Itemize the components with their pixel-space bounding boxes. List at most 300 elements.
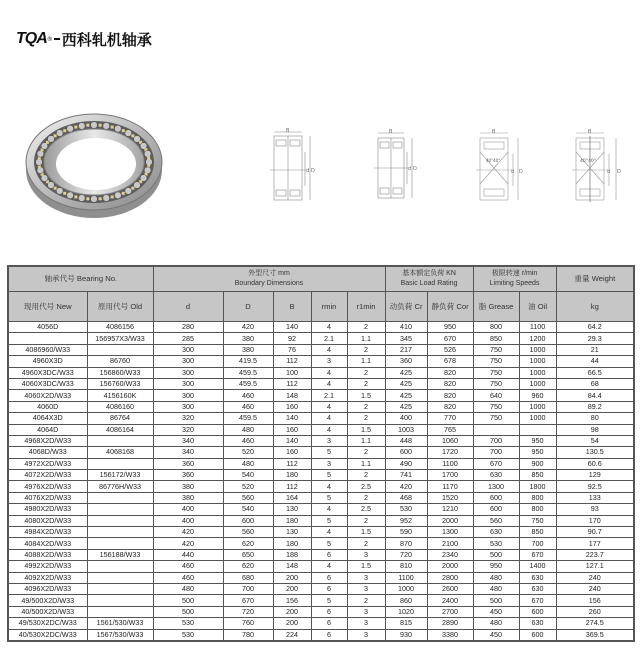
cell-old-code [87,606,153,617]
cell-B: 160 [273,401,311,412]
cell-kg: 240 [556,572,634,583]
cell-rmin: 3 [311,435,347,446]
bearing-ball [67,192,74,199]
cell-B: 76 [273,344,311,355]
cell-D: 419.5 [223,356,273,367]
cell-rmin: 3 [311,458,347,469]
cell-old-code [87,561,153,572]
cage-pocket [131,187,134,190]
cell-new-code: 4086960/W33 [8,344,87,355]
cell-kg: 68 [556,378,634,389]
cell-grease: 750 [473,367,519,378]
cell-cor: 670 [427,333,473,344]
cell-kg: 170 [556,515,634,526]
header-limiting-speeds [473,266,556,292]
cell-grease: 1300 [473,481,519,492]
cell-kg: 127.1 [556,561,634,572]
col-header-r1min: r1min [347,292,385,322]
cell-new-code: 4972X2D/W33 [8,458,87,469]
header-weight: 重量 Weight [556,266,634,292]
cell-cr: 400 [385,413,427,424]
cell-old-code [87,538,153,549]
cell-r1min: 2 [347,515,385,526]
cell-cr: 1003 [385,424,427,435]
cell-cor: 2700 [427,606,473,617]
cell-B: 130 [273,504,311,515]
cell-grease: 450 [473,606,519,617]
section-diagram-2 [370,128,426,204]
cell-old-code [87,344,153,355]
cell-new-code: 4068D/W33 [8,447,87,458]
cell-cr: 420 [385,481,427,492]
cell-d: 530 [153,629,223,641]
cell-new-code: 4076X2D/W33 [8,492,87,503]
cell-D: 460 [223,390,273,401]
cell-old-code: 156957X3/W33 [87,333,153,344]
cell-r1min: 3 [347,572,385,583]
table-row [8,549,634,560]
cell-oil: 1000 [519,401,556,412]
cell-cr: 217 [385,344,427,355]
cell-oil: 670 [519,595,556,606]
cage-pocket [63,129,66,132]
cage-pocket [122,129,125,132]
cell-cor: 2100 [427,538,473,549]
bearing-ball [78,123,85,130]
cell-new-code: 4056D [8,322,87,333]
table-row [8,606,634,617]
cell-rmin: 3 [311,356,347,367]
cell-oil: 960 [519,390,556,401]
bearing-ball [48,136,55,143]
table-row [8,322,634,333]
cell-D: 560 [223,527,273,538]
table-row [8,618,634,629]
cell-new-code: 4072X2D/W33 [8,470,87,481]
cell-kg: 90.7 [556,527,634,538]
cell-cor: 678 [427,356,473,367]
cell-D: 540 [223,470,273,481]
diagram-contact-angle: 40°40° [580,159,596,164]
cell-old-code [87,595,153,606]
table-row [8,424,634,435]
company-name: 西科轧机轴承 [61,30,152,49]
cell-d: 500 [153,606,223,617]
cell-old-code: 4086156 [87,322,153,333]
col-header-new: 现用代号 New [8,292,87,322]
cell-r1min: 1.5 [347,561,385,572]
col-header-cor: 静负荷 Cor [427,292,473,322]
header-boundary-dimensions [153,266,385,292]
cell-oil: 1000 [519,356,556,367]
bearing-ball [37,167,44,174]
cage-pocket [74,126,77,129]
cell-grease: 630 [473,470,519,481]
cell-old-code [87,504,153,515]
diagram-label-D: D [617,169,621,175]
diagram-label-B: B [492,129,496,135]
cell-rmin: 4 [311,424,347,435]
cell-B: 148 [273,390,311,401]
cell-cr: 952 [385,515,427,526]
cell-cor: 2800 [427,572,473,583]
cell-grease: 950 [473,561,519,572]
cell-B: 224 [273,629,311,641]
bearing-ball [114,125,121,132]
table-row [8,561,634,572]
cell-cor: 3380 [427,629,473,641]
cell-grease: 640 [473,390,519,401]
cell-d: 320 [153,424,223,435]
table-row [8,344,634,355]
cell-kg: 369.5 [556,629,634,641]
cell-grease: 750 [473,356,519,367]
cell-rmin: 5 [311,515,347,526]
cell-cor: 820 [427,401,473,412]
cell-oil: 1800 [519,481,556,492]
cell-d: 340 [153,435,223,446]
header-speed-en: Limiting Speeds [489,280,540,287]
cell-new-code: 4960X3DC/W33 [8,367,87,378]
cell-new-code: 49/500X2D/W33 [8,595,87,606]
table-row [8,470,634,481]
cell-B: 100 [273,367,311,378]
cell-B: 200 [273,583,311,594]
diagram-label-D: D [413,166,417,172]
cell-new-code: 4096X2D/W33 [8,583,87,594]
cell-r1min: 1.1 [347,435,385,446]
cell-cr: 1100 [385,572,427,583]
cell-cr: 815 [385,618,427,629]
cell-cr: 590 [385,527,427,538]
cell-rmin: 6 [311,583,347,594]
cell-B: 92 [273,333,311,344]
cell-new-code: 4092X2D/W33 [8,572,87,583]
cell-rmin: 6 [311,629,347,641]
cell-grease [473,424,519,435]
cell-cr: 1000 [385,583,427,594]
cell-grease: 630 [473,527,519,538]
cage-pocket [63,192,66,195]
bearing-ball [91,122,98,129]
cell-grease: 670 [473,458,519,469]
bearing-ball [78,195,85,202]
cell-oil: 1100 [519,322,556,333]
header-load-en: Basic Load Rating [400,280,458,287]
cell-cor: 1210 [427,504,473,515]
cell-cr: 810 [385,561,427,572]
cell-old-code: 4086160 [87,401,153,412]
cell-D: 600 [223,515,273,526]
cell-rmin: 4 [311,322,347,333]
cell-cor: 1100 [427,458,473,469]
cell-cr: 425 [385,378,427,389]
cell-cor: 1720 [427,447,473,458]
cell-old-code: 156172/W33 [87,470,153,481]
cell-new-code: 4060D [8,401,87,412]
cell-D: 480 [223,424,273,435]
cell-D: 560 [223,492,273,503]
cell-kg: 98 [556,424,634,435]
cell-old-code: 156760/W33 [87,378,153,389]
bearing-ball [144,150,151,157]
cell-grease: 750 [473,378,519,389]
cell-d: 400 [153,515,223,526]
table-row [8,538,634,549]
cell-r1min: 2.5 [347,481,385,492]
table-row [8,583,634,594]
cell-D: 460 [223,435,273,446]
cell-rmin: 5 [311,447,347,458]
cell-grease: 800 [473,322,519,333]
cell-grease: 600 [473,492,519,503]
cell-cr: 448 [385,435,427,446]
cell-kg: 29.3 [556,333,634,344]
cell-new-code: 4060X2D/W33 [8,390,87,401]
bearing-ball [56,188,63,195]
diagram-label-d: d [306,168,310,174]
cell-kg: 64.2 [556,322,634,333]
cell-kg: 156 [556,595,634,606]
cell-D: 480 [223,458,273,469]
cell-cr: 345 [385,333,427,344]
cell-cor: 820 [427,367,473,378]
cell-cr: 490 [385,458,427,469]
table-row [8,595,634,606]
cell-B: 112 [273,481,311,492]
cage-pocket [54,134,57,137]
cell-rmin: 4 [311,378,347,389]
cell-B: 180 [273,515,311,526]
cage-pocket [99,197,102,200]
cell-kg: 260 [556,606,634,617]
cell-new-code: 4980X2D/W33 [8,504,87,515]
cell-kg: 66.5 [556,367,634,378]
cell-new-code: 4976X2D/W33 [8,481,87,492]
cell-r1min: 3 [347,629,385,641]
cell-D: 380 [223,333,273,344]
cell-old-code [87,515,153,526]
cell-grease: 560 [473,515,519,526]
cell-cor: 2000 [427,515,473,526]
cell-cor: 2000 [427,561,473,572]
cage-pocket [86,197,89,200]
cell-D: 670 [223,595,273,606]
cell-cor: 2600 [427,583,473,594]
header-basic-load-rating [385,266,473,292]
cell-cor: 1520 [427,492,473,503]
cell-kg: 177 [556,538,634,549]
cell-oil: 1200 [519,333,556,344]
cell-old-code [87,492,153,503]
cell-rmin: 6 [311,618,347,629]
col-header-d: d [153,292,223,322]
cell-r1min: 2 [347,413,385,424]
cell-old-code: 1567/530/W33 [87,629,153,641]
cell-d: 480 [153,583,223,594]
cell-cr: 360 [385,356,427,367]
cell-kg: 89.2 [556,401,634,412]
cell-kg: 92.5 [556,481,634,492]
diagram-label-D: D [519,169,523,175]
cell-rmin: 5 [311,492,347,503]
cell-grease: 600 [473,504,519,515]
cage-pocket [111,126,114,129]
cell-r1min: 3 [347,549,385,560]
cell-grease: 500 [473,549,519,560]
cell-oil: 800 [519,492,556,503]
cell-cor: 820 [427,378,473,389]
section-diagram-1 [268,128,324,204]
cell-d: 360 [153,458,223,469]
cell-cr: 600 [385,447,427,458]
table-row [8,515,634,526]
table-row [8,447,634,458]
cell-d: 300 [153,401,223,412]
cell-d: 440 [153,549,223,560]
col-header-rmin: rmin [311,292,347,322]
cell-D: 459.5 [223,413,273,424]
cell-cr: 410 [385,322,427,333]
cell-r1min: 2 [347,401,385,412]
bearing-spec-table [7,265,635,642]
cell-cr: 720 [385,549,427,560]
diagram-label-d: d [607,169,611,175]
cell-grease: 450 [473,629,519,641]
cage-pocket [86,124,89,127]
cell-r1min: 2.5 [347,504,385,515]
cell-old-code: 86764 [87,413,153,424]
cell-rmin: 2.1 [311,333,347,344]
cell-new-code: 4984X2D/W33 [8,527,87,538]
logo-dash [54,38,60,40]
cell-d: 530 [153,618,223,629]
cell-cor: 2890 [427,618,473,629]
cell-grease: 750 [473,413,519,424]
cell-old-code: 86776H/W33 [87,481,153,492]
cell-r1min: 2 [347,595,385,606]
cell-grease: 700 [473,435,519,446]
header-load-cn: 基本额定负荷 KN [402,270,456,277]
cell-rmin: 4 [311,504,347,515]
cell-r1min: 2 [347,470,385,481]
bearing-ball [36,159,43,166]
cell-grease: 500 [473,595,519,606]
cell-D: 760 [223,618,273,629]
cell-cr: 741 [385,470,427,481]
bearing-ball [125,188,132,195]
header-boundary-en: Boundary Dimensions [234,280,304,287]
cell-cor: 950 [427,322,473,333]
bearing-ball [125,130,132,137]
col-header-kg: kg [556,292,634,322]
bearing-ball [56,130,63,137]
cell-D: 650 [223,549,273,560]
col-header-D: D [223,292,273,322]
cell-B: 200 [273,606,311,617]
cell-old-code [87,583,153,594]
diagram-label-d: d [408,166,412,172]
cell-r1min: 3 [347,583,385,594]
cell-oil: 670 [519,549,556,560]
cell-old-code: 1561/530/W33 [87,618,153,629]
header-speed-cn: 极限转速 r/min [491,270,538,277]
cell-r1min: 3 [347,618,385,629]
cell-grease: 700 [473,447,519,458]
bearing-photo [8,92,168,220]
cell-rmin: 4 [311,401,347,412]
cell-cr: 425 [385,367,427,378]
cell-cr: 1020 [385,606,427,617]
cell-new-code: 4084X2D/W33 [8,538,87,549]
diagram-label-B: B [588,129,592,135]
bearing-ball [37,150,44,157]
cell-new-code: 4060X3DC/W33 [8,378,87,389]
table-row [8,390,634,401]
cell-new-code: 40/530X2DC/W33 [8,629,87,641]
cell-rmin: 4 [311,561,347,572]
cell-oil: 630 [519,618,556,629]
cell-oil: 1000 [519,367,556,378]
table-row [8,458,634,469]
cell-B: 200 [273,572,311,583]
table-row [8,413,634,424]
diagram-contact-angle: 40°40° [486,158,501,163]
diagram-label-D: D [311,168,315,174]
cage-pocket [111,195,114,198]
cell-r1min: 2 [347,367,385,378]
table-row [8,481,634,492]
cell-kg: 84.4 [556,390,634,401]
cage-pocket [99,124,102,127]
cell-B: 140 [273,322,311,333]
table-row [8,572,634,583]
cell-kg: 80 [556,413,634,424]
company-logo [16,31,152,47]
cell-cr: 530 [385,504,427,515]
cell-D: 700 [223,583,273,594]
cell-oil: 1000 [519,378,556,389]
table-row [8,378,634,389]
cell-grease: 850 [473,333,519,344]
cell-new-code: 4064X3D [8,413,87,424]
cell-cr: 860 [385,595,427,606]
cell-D: 459.5 [223,378,273,389]
cell-rmin: 5 [311,470,347,481]
cell-D: 459.5 [223,367,273,378]
cell-d: 300 [153,356,223,367]
table-row [8,527,634,538]
table-row [8,356,634,367]
col-header-old: 原用代号 Old [87,292,153,322]
section-diagram-3 [474,128,530,204]
cell-oil: 950 [519,447,556,458]
bearing-ball [67,125,74,132]
logo-mark: TQA [16,30,47,47]
cell-oil: 850 [519,470,556,481]
cell-r1min: 3 [347,606,385,617]
bearing-ball [146,159,153,166]
table-row [8,629,634,641]
cell-kg: 129 [556,470,634,481]
cell-D: 380 [223,344,273,355]
cell-cr: 468 [385,492,427,503]
cell-B: 160 [273,447,311,458]
table-row [8,367,634,378]
cell-rmin: 6 [311,572,347,583]
cell-r1min: 1.1 [347,333,385,344]
header-boundary-cn: 外型尺寸 mm [248,270,290,277]
